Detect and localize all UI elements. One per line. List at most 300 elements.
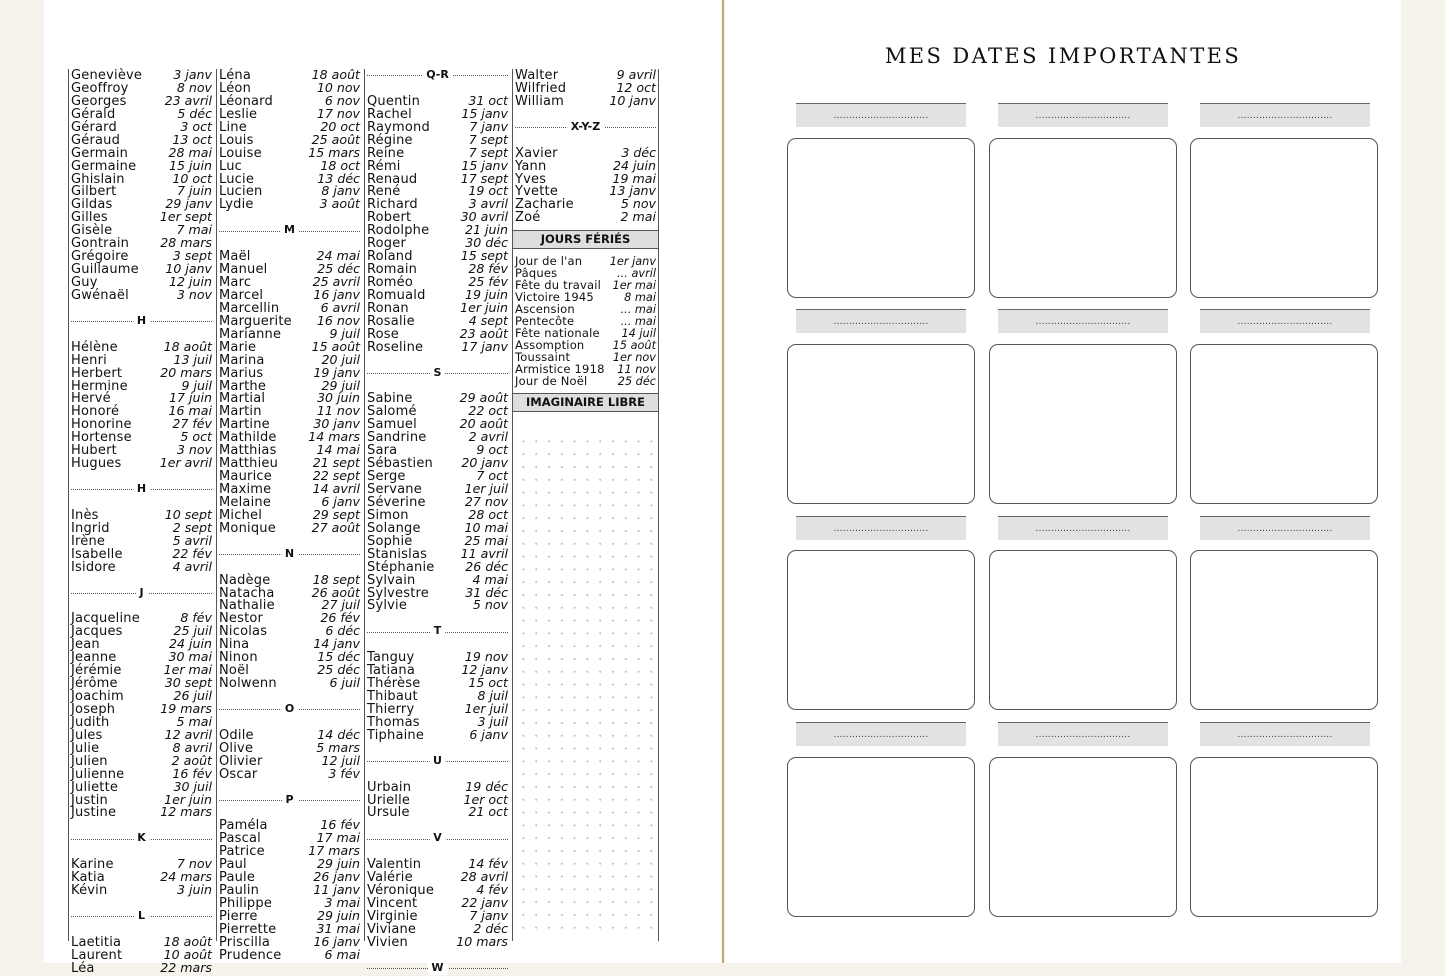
name-day-date: 18 oct: [320, 157, 360, 173]
name-day-date: 30 juil: [173, 778, 212, 794]
letter-divider: [217, 548, 362, 561]
name-day-date: 1er mai: [163, 662, 212, 678]
name-row: [365, 933, 510, 950]
date-note-box[interactable]: [787, 757, 975, 917]
name-day-date: 29 août: [459, 390, 508, 406]
name-day-date: 3 juil: [477, 713, 508, 729]
name-day-date: 29 juin: [317, 907, 360, 923]
name-day-date: 20 mars: [160, 364, 212, 380]
first-name: Odile: [219, 727, 254, 743]
first-name: Pierre: [219, 908, 258, 924]
first-name: Line: [219, 119, 247, 135]
first-name: Romain: [367, 262, 418, 278]
first-name: Zacharie: [515, 197, 574, 213]
name-day-date: 16 mai: [168, 403, 212, 419]
first-name: Stanislas: [367, 546, 428, 562]
name-day-date: 2 déc: [473, 920, 508, 936]
name-day-date: 7 janv: [469, 118, 508, 134]
first-name: Quentin: [367, 93, 421, 109]
first-name: Gérald: [71, 106, 116, 122]
first-name: Urbain: [367, 779, 412, 795]
dot-grid-area[interactable]: [517, 435, 654, 937]
first-name: Romuald: [367, 287, 426, 303]
holiday-name: Toussaint: [515, 350, 571, 365]
name-day-date: 10 mars: [456, 933, 508, 949]
date-label-field[interactable]: ...............................: [998, 722, 1168, 746]
name-day-date: 7 juin: [177, 183, 212, 199]
first-name: Véronique: [367, 883, 435, 899]
name-day-date: 30 déc: [465, 235, 508, 251]
first-name: Robert: [367, 210, 412, 226]
date-note-box[interactable]: [1190, 344, 1378, 504]
name-day-date: 7 oct: [476, 468, 508, 484]
name-day-date: 6 janv: [469, 726, 508, 742]
first-name: Jacqueline: [71, 611, 140, 627]
name-day-date: 3 oct: [180, 118, 212, 134]
name-day-date: 1er juil: [464, 481, 508, 496]
first-name: Prudence: [219, 947, 282, 963]
date-label-field[interactable]: ...............................: [796, 103, 966, 127]
first-name: Ghislain: [71, 171, 125, 187]
date-note-box[interactable]: [989, 138, 1177, 298]
first-name: Maxime: [219, 482, 272, 497]
first-name: Léa: [71, 960, 95, 976]
first-name: Ninon: [219, 650, 258, 666]
name-day-date: 26 fév: [320, 610, 360, 626]
divider-letter: O: [281, 703, 298, 716]
name-row: [513, 92, 658, 109]
first-name: Marthe: [219, 378, 267, 394]
first-name: Nicolas: [219, 624, 268, 640]
first-name: Joachim: [71, 689, 124, 704]
name-day-date: 7 sept: [468, 131, 508, 147]
first-name: Honorine: [71, 417, 132, 433]
first-name: Simon: [367, 507, 409, 523]
name-day-date: 25 déc: [317, 261, 360, 277]
first-name: Marcellin: [219, 300, 280, 316]
letter-divider: [69, 587, 214, 600]
holiday-date: 14 juil: [621, 327, 656, 341]
first-name: Salomé: [367, 404, 417, 420]
first-name: Yann: [515, 158, 547, 174]
name-day-date: 17 mars: [308, 843, 360, 859]
name-day-date: 10 janv: [165, 261, 212, 277]
name-day-date: 3 fév: [328, 765, 360, 781]
name-day-date: 30 mai: [168, 649, 212, 665]
date-label-field[interactable]: ...............................: [998, 103, 1168, 127]
name-day-date: 12 juin: [169, 274, 212, 289]
date-label-field[interactable]: ...............................: [1200, 103, 1370, 127]
first-name: Thérèse: [367, 676, 421, 692]
name-day-date: 20 juil: [321, 351, 360, 367]
name-day-date: 27 juil: [321, 597, 360, 613]
date-label-field[interactable]: ...............................: [998, 309, 1168, 333]
first-name: Walter: [515, 68, 559, 83]
first-name: Marina: [219, 352, 265, 368]
first-name: Samuel: [367, 417, 417, 433]
date-label-field[interactable]: ...............................: [1200, 309, 1370, 333]
first-name: Olive: [219, 740, 254, 756]
first-name: Ingrid: [71, 520, 110, 536]
first-name: Léna: [219, 68, 252, 83]
first-name: Guy: [71, 275, 98, 290]
first-name: Séverine: [367, 494, 426, 510]
divider-letter: H: [133, 315, 150, 328]
first-name: Vincent: [367, 896, 418, 911]
holiday-date: 11 nov: [617, 363, 656, 377]
name-day-date: 11 janv: [313, 882, 360, 898]
name-day-date: 14 mai: [316, 442, 360, 458]
first-name: Honoré: [71, 404, 120, 420]
name-day-date: 15 août: [311, 338, 360, 354]
first-name: Sophie: [367, 533, 413, 549]
first-name: Paule: [219, 870, 256, 886]
name-day-date: 22 oct: [468, 403, 508, 419]
name-day-date: 28 avril: [460, 869, 508, 885]
first-name: Marius: [219, 365, 264, 381]
holiday-name: Jour de Noël: [515, 374, 588, 389]
first-name: Martial: [219, 391, 266, 407]
name-day-date: 21 juin: [465, 222, 508, 238]
name-day-date: 7 nov: [176, 856, 212, 872]
date-note-box[interactable]: [989, 344, 1177, 504]
first-name: William: [515, 93, 565, 109]
holiday-name: Victoire 1945: [515, 290, 594, 305]
first-name: Paul: [219, 857, 247, 873]
first-name: Jean: [71, 637, 100, 653]
first-name: Hubert: [71, 443, 117, 459]
first-name: Valérie: [367, 870, 413, 886]
name-day-date: 27 fév: [172, 416, 212, 432]
name-day-date: 1er oct: [463, 791, 508, 807]
letter-divider: [69, 315, 214, 328]
name-day-date: 1er juil: [464, 700, 508, 716]
first-name: Gwénaël: [71, 287, 129, 303]
first-name: Karine: [71, 857, 114, 873]
name-day-date: 4 mai: [472, 571, 508, 587]
name-row: [69, 457, 214, 470]
name-day-date: 27 nov: [464, 493, 508, 509]
date-note-box[interactable]: [1190, 138, 1378, 298]
name-row: [69, 884, 214, 897]
date-note-box[interactable]: [787, 344, 975, 504]
name-day-date: 20 août: [459, 416, 508, 432]
name-day-date: 31 mai: [316, 920, 360, 936]
divider-letter: M: [280, 224, 299, 237]
first-name: Guillaume: [71, 262, 139, 278]
first-name: Stéphanie: [367, 559, 435, 575]
letter-divider: [365, 962, 510, 975]
divider-letter: J: [135, 587, 147, 600]
first-name: Marianne: [219, 326, 282, 342]
name-day-date: 9 oct: [476, 442, 508, 458]
name-day-date: 25 mai: [464, 532, 508, 548]
first-name: Géraud: [71, 132, 121, 148]
first-name: Sylvestre: [367, 585, 429, 601]
name-day-date: 19 mai: [612, 170, 656, 186]
name-day-date: 4 sept: [468, 312, 508, 328]
date-label-field[interactable]: ...............................: [796, 309, 966, 333]
date-label-field[interactable]: ...............................: [1200, 516, 1370, 540]
first-name: Thierry: [367, 701, 415, 717]
name-day-date: 19 nov: [464, 649, 508, 665]
name-day-date: 9 juil: [181, 377, 212, 393]
holiday-name: Jour de l'an: [515, 254, 583, 269]
name-day-date: 17 juin: [169, 390, 212, 406]
name-day-date: 25 fév: [468, 274, 508, 289]
divider-letter: W: [427, 962, 447, 975]
holiday-name: Fête du travail: [515, 278, 602, 293]
date-label-field[interactable]: ...............................: [796, 722, 966, 746]
first-name: Reine: [367, 145, 405, 161]
letter-divider: [69, 832, 214, 845]
divider-letter: H: [133, 483, 150, 496]
name-day-date: 10 nov: [316, 79, 360, 95]
name-day-date: 6 avril: [320, 299, 360, 315]
divider-letter: L: [134, 910, 149, 923]
holiday-date: 1er janv: [609, 255, 656, 269]
name-day-date: 10 mai: [464, 519, 508, 535]
first-name: Germain: [71, 145, 129, 161]
name-row: [69, 959, 214, 976]
date-label-field[interactable]: ...............................: [1200, 722, 1370, 746]
name-day-date: 29 sept: [312, 506, 360, 522]
name-day-date: 3 juin: [177, 882, 212, 898]
name-day-date: 28 fév: [468, 261, 508, 277]
name-day-date: 15 mars: [308, 144, 360, 160]
name-day-date: 25 juil: [173, 623, 212, 639]
first-name: Georges: [71, 93, 127, 109]
first-name: Solange: [367, 520, 421, 536]
name-row: [365, 726, 510, 743]
holiday-name: Pâques: [515, 266, 558, 281]
first-name: Matthias: [219, 443, 277, 459]
name-day-date: 18 sept: [312, 571, 360, 587]
first-name: Geneviève: [71, 68, 143, 83]
letter-divider: [69, 910, 214, 923]
letter-divider: [217, 703, 362, 716]
name-day-date: 24 mai: [316, 248, 360, 264]
first-name: Lucien: [219, 184, 263, 200]
name-day-date: 19 janv: [313, 364, 360, 380]
names-list-w-z: [513, 69, 658, 224]
name-day-date: 25 déc: [317, 662, 360, 678]
name-day-date: 18 août: [311, 67, 360, 82]
name-day-date: 28 mai: [168, 144, 212, 160]
first-name: Patrice: [219, 844, 265, 860]
date-note-box[interactable]: [989, 757, 1177, 917]
divider-letter: V: [429, 832, 446, 845]
name-day-date: 11 nov: [316, 403, 360, 419]
date-label-field[interactable]: ...............................: [998, 516, 1168, 540]
name-day-date: 12 oct: [616, 79, 656, 95]
first-name: Katia: [71, 870, 105, 886]
name-day-date: 4 avril: [172, 558, 212, 574]
name-day-date: 10 janv: [609, 92, 656, 108]
first-name: Ronan: [367, 300, 409, 316]
first-name: Laurent: [71, 947, 123, 963]
name-day-date: 8 fév: [180, 610, 212, 626]
name-day-date: 31 déc: [465, 584, 508, 600]
name-day-date: 11 avril: [460, 545, 508, 561]
first-name: Viviane: [367, 921, 417, 937]
name-day-date: 28 oct: [468, 506, 508, 522]
first-name: Matthieu: [219, 456, 279, 472]
first-name: Jérôme: [71, 676, 118, 692]
name-row: [365, 599, 510, 612]
divider-letter: T: [430, 625, 446, 638]
first-name: Sara: [367, 443, 398, 459]
letter-divider: [365, 755, 510, 768]
letter-divider: [365, 367, 510, 380]
name-day-date: 29 janv: [165, 196, 212, 212]
holiday-date: 25 déc: [617, 375, 656, 389]
first-name: Michel: [219, 507, 263, 523]
name-day-date: 20 oct: [320, 118, 360, 134]
name-day-date: 15 déc: [317, 649, 360, 665]
first-name: Virginie: [367, 908, 418, 924]
name-row: [217, 677, 362, 690]
name-row: [69, 558, 214, 575]
name-day-date: 3 avril: [468, 196, 508, 212]
name-day-date: 3 déc: [621, 144, 656, 160]
letter-divider: [69, 483, 214, 496]
first-name: Léonard: [219, 93, 273, 109]
name-day-date: 15 janv: [461, 157, 508, 173]
letter-divider: [513, 121, 658, 134]
first-name: Marguerite: [219, 313, 292, 329]
first-name: Isabelle: [71, 546, 123, 562]
name-day-date: 19 juin: [465, 286, 508, 302]
first-name: Roméo: [367, 275, 414, 290]
name-day-date: 24 juin: [613, 157, 656, 173]
first-name: Jeanne: [71, 650, 117, 666]
first-name: Tiphaine: [367, 727, 425, 743]
divider-letter: X-Y-Z: [567, 121, 604, 134]
first-name: Yves: [515, 171, 547, 187]
first-name: Julie: [71, 740, 100, 756]
first-name: Philippe: [219, 896, 273, 911]
letter-divider: [365, 625, 510, 638]
name-day-date: 3 nov: [176, 286, 212, 302]
name-day-date: 30 juin: [317, 390, 360, 406]
holiday-name: Fête nationale: [515, 326, 600, 341]
date-note-box[interactable]: [787, 550, 975, 710]
divider-letter: Q-R: [422, 69, 453, 82]
first-name: Hervé: [71, 391, 111, 407]
name-row: [365, 806, 510, 819]
name-day-date: 14 déc: [317, 726, 360, 742]
name-day-date: 16 fév: [172, 765, 212, 781]
name-day-date: 29 juin: [317, 856, 360, 872]
first-name: Valentin: [367, 857, 422, 873]
first-name: Noël: [219, 663, 250, 679]
name-day-date: 1er avril: [159, 455, 212, 471]
name-day-date: 15 oct: [468, 675, 508, 691]
first-name: Louise: [219, 145, 262, 161]
letter-divider: [217, 794, 362, 807]
first-name: René: [367, 184, 401, 200]
name-day-date: 3 janv: [173, 67, 212, 82]
name-day-date: 25 avril: [312, 274, 360, 289]
name-day-date: 19 mars: [160, 700, 212, 716]
name-day-date: 19 oct: [468, 183, 508, 199]
name-day-date: 5 avril: [172, 532, 212, 548]
first-name: Paulin: [219, 883, 260, 899]
name-day-date: 7 sept: [468, 144, 508, 160]
name-day-date: 30 sept: [164, 675, 212, 691]
name-day-date: 5 nov: [620, 196, 656, 212]
first-name: Régine: [367, 132, 413, 148]
first-name: Xavier: [515, 145, 558, 161]
name-day-date: 3 sept: [172, 248, 212, 264]
first-name: Germaine: [71, 158, 137, 174]
name-day-date: 2 août: [171, 752, 212, 768]
names-column-3: [364, 68, 510, 974]
first-name: Nolwenn: [219, 676, 277, 692]
holiday-name: Pentecôte: [515, 314, 575, 329]
date-note-box[interactable]: [1190, 757, 1378, 917]
name-day-date: 2 sept: [172, 519, 212, 535]
name-day-date: 8 nov: [176, 79, 212, 95]
date-note-box[interactable]: [989, 550, 1177, 710]
first-name: Roland: [367, 249, 413, 265]
date-label-field[interactable]: ...............................: [796, 516, 966, 540]
first-name: Inès: [71, 507, 99, 523]
name-day-date: 24 mars: [160, 869, 212, 885]
letter-divider: [365, 832, 510, 845]
page-title: MES DATES IMPORTANTES: [884, 44, 1242, 68]
divider-letter: K: [133, 832, 150, 845]
first-name: Richard: [367, 197, 418, 213]
first-name: Martine: [219, 417, 270, 433]
name-day-date: 6 mai: [324, 946, 360, 962]
first-name: Lydie: [219, 197, 254, 213]
name-day-date: 27 août: [311, 519, 360, 535]
first-name: Lucie: [219, 171, 255, 187]
name-day-date: 4 fév: [476, 882, 508, 898]
name-day-date: 29 juil: [321, 377, 360, 393]
first-name: Thomas: [367, 714, 420, 730]
name-day-date: 7 mai: [176, 222, 212, 238]
first-name: Hortense: [71, 430, 132, 446]
first-name: Wilfried: [515, 80, 567, 96]
first-name: Natacha: [219, 585, 275, 601]
holiday-date: 1er mai: [612, 279, 656, 293]
name-day-date: 8 juil: [477, 688, 508, 703]
name-day-date: 5 nov: [472, 597, 508, 613]
date-note-box[interactable]: [787, 138, 975, 298]
divider-letter: S: [430, 367, 446, 380]
first-name: Gisèle: [71, 223, 113, 239]
name-day-date: 13 juil: [173, 351, 212, 367]
date-note-box[interactable]: [1190, 550, 1378, 710]
name-day-date: 20 janv: [461, 455, 508, 471]
first-name: Grégoire: [71, 249, 129, 265]
first-name: Renaud: [367, 171, 418, 187]
first-name: Gildas: [71, 197, 113, 213]
first-name: Serge: [367, 469, 406, 485]
name-day-date: 14 mars: [308, 429, 360, 445]
first-name: Roger: [367, 236, 406, 252]
book-spine: [722, 0, 724, 963]
first-name: Mathilde: [219, 430, 277, 446]
first-name: Ursule: [367, 805, 410, 821]
names-column-4: [512, 69, 659, 941]
name-day-date: 6 juil: [329, 675, 360, 691]
name-day-date: 26 janv: [313, 869, 360, 885]
name-day-date: 16 janv: [313, 933, 360, 949]
